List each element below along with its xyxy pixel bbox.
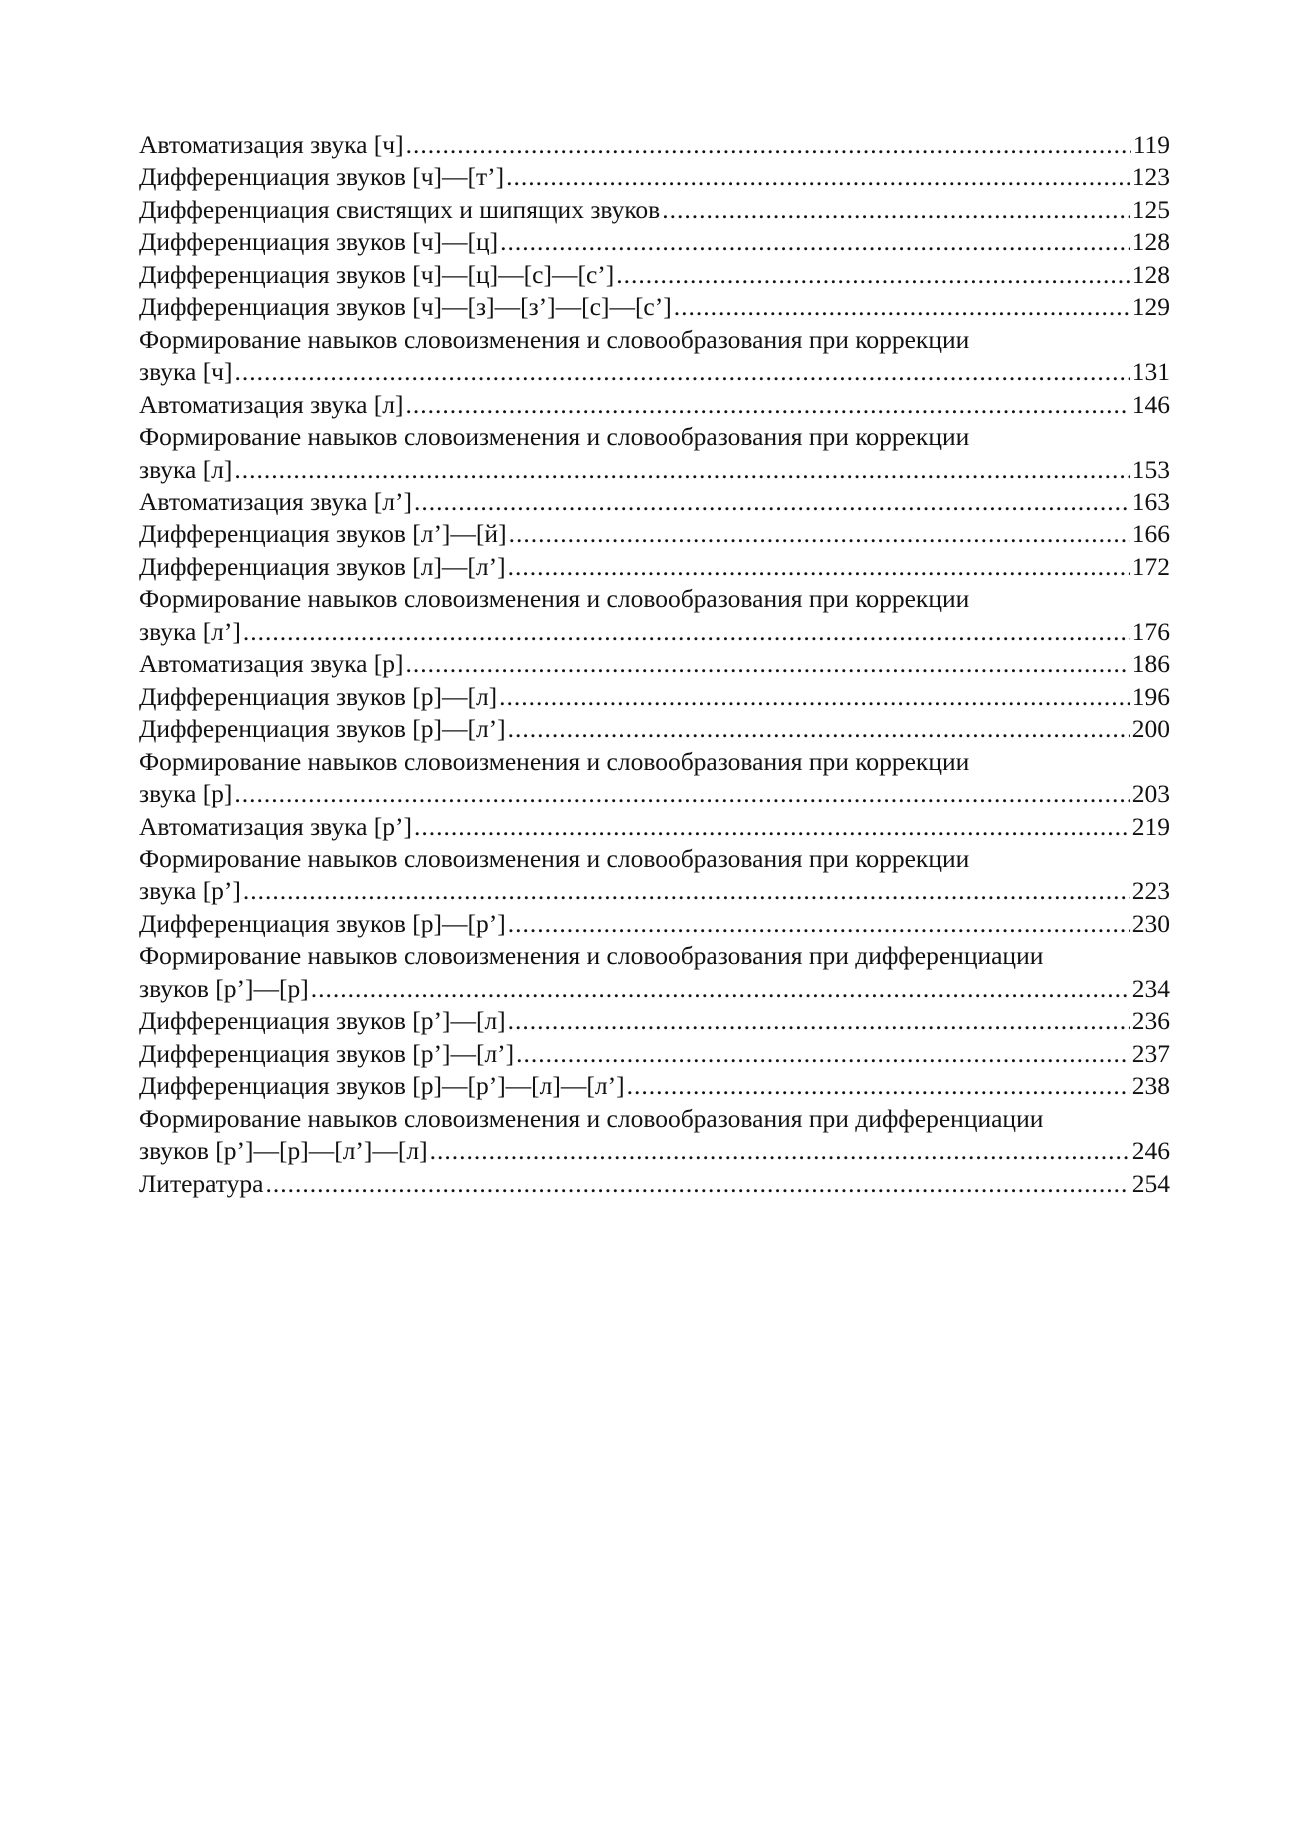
toc-entry-line [139, 259, 1170, 291]
dot-leader [414, 486, 1130, 518]
toc-entry-title-line: Формирование навыков словоизменения и словообразования при коррекции [139, 422, 970, 452]
toc-entry-title-line: Формирование навыков словоизменения и словообразования при дифференциации [139, 941, 1044, 971]
dot-leader [506, 161, 1130, 193]
toc-page-number: 131 [1131, 357, 1170, 387]
toc-entry-title: Дифференциация звуков [ч]—[ц] [139, 227, 499, 257]
toc-page-number: 196 [1131, 681, 1170, 711]
toc-entry-line [139, 616, 1170, 648]
toc-entry-line [139, 356, 1170, 388]
dot-leader [234, 454, 1129, 486]
toc-entry-line [139, 713, 1170, 745]
toc-page-number: 236 [1131, 1006, 1170, 1036]
toc-entry-title: Автоматизация звука [л] [139, 389, 404, 419]
dot-leader [406, 648, 1130, 680]
toc-entry-line [139, 1070, 1170, 1102]
toc-page-number: 125 [1131, 194, 1170, 224]
toc-entry-line [139, 454, 1170, 486]
toc-entry-title-line: Формирование навыков словоизменения и словообразования при коррекции [139, 324, 970, 354]
toc-entry-line [139, 291, 1170, 323]
toc-entry [139, 908, 1170, 940]
toc-entry [139, 551, 1170, 583]
dot-leader [674, 291, 1130, 323]
toc-page-number: 119 [1132, 130, 1170, 159]
dot-leader [616, 259, 1129, 291]
toc-entry-line [139, 129, 1170, 161]
toc-entry [139, 1103, 1170, 1168]
toc-entry [139, 713, 1170, 745]
toc-entry-title-line: Формирование навыков словоизменения и словообразования при дифференциации [139, 1103, 1044, 1133]
toc-entry-title: звука [л’] [139, 616, 241, 646]
toc-entry-line [139, 908, 1170, 940]
toc-page-number: 129 [1131, 292, 1170, 322]
dot-leader [406, 389, 1130, 421]
toc-page-number: 238 [1131, 1071, 1170, 1101]
dot-leader [243, 875, 1130, 907]
toc-page-number: 203 [1131, 779, 1170, 809]
toc-entry-line [139, 389, 1170, 421]
toc-entry-line [139, 226, 1170, 258]
toc-entry-title: Дифференциация звуков [р]—[л’] [139, 714, 506, 744]
toc-entry [139, 746, 1170, 811]
toc-entry [139, 291, 1170, 323]
toc-entry [139, 583, 1170, 648]
toc-entry-line [139, 486, 1170, 518]
toc-entry-title: Дифференциация звуков [р]—[р’]—[л]—[л’] [139, 1071, 625, 1101]
toc-entry [139, 1038, 1170, 1070]
toc-entry-title: Литература [139, 1168, 264, 1198]
table-of-contents [139, 129, 1170, 1200]
toc-entry-title: Дифференциация звуков [р]—[р’] [139, 908, 506, 938]
toc-entry-title-line: Формирование навыков словоизменения и словообразования при коррекции [139, 584, 970, 614]
toc-entry-title: звука [ч] [139, 357, 233, 387]
dot-leader [265, 1168, 1129, 1200]
toc-entry-line [139, 648, 1170, 680]
toc-entry-title: Дифференциация звуков [р’]—[л] [139, 1006, 506, 1036]
dot-leader [662, 194, 1130, 226]
dot-leader [499, 681, 1130, 713]
toc-page-number: 176 [1131, 616, 1170, 646]
toc-entry [139, 486, 1170, 518]
toc-entry-line [139, 1168, 1170, 1200]
dot-leader [235, 356, 1130, 388]
toc-page-number: 219 [1131, 811, 1170, 841]
dot-leader [508, 1005, 1130, 1037]
toc-entry-title: Автоматизация звука [р] [139, 649, 404, 679]
toc-entry-title: Дифференциация звуков [ч]—[ц]—[с]—[с’] [139, 259, 615, 289]
toc-page-number: 172 [1131, 551, 1170, 581]
dot-leader [500, 226, 1130, 258]
toc-entry [139, 194, 1170, 226]
toc-entry [139, 940, 1170, 1005]
toc-page-number: 123 [1131, 162, 1170, 192]
toc-entry [139, 648, 1170, 680]
dot-leader [508, 908, 1130, 940]
toc-entry-line [139, 875, 1170, 907]
dot-leader [508, 713, 1130, 745]
dot-leader [414, 811, 1130, 843]
toc-page-number: 230 [1131, 908, 1170, 938]
toc-entry-title: Дифференциация звуков [р]—[л] [139, 681, 498, 711]
dot-leader [234, 778, 1129, 810]
toc-entry [139, 811, 1170, 843]
toc-entry-title: Дифференциация звуков [ч]—[т’] [139, 162, 505, 192]
toc-entry-line [139, 681, 1170, 713]
toc-entry [139, 324, 1170, 389]
toc-page-number: 163 [1131, 486, 1170, 516]
toc-page-number: 246 [1131, 1136, 1170, 1166]
toc-entry-title: Дифференциация звуков [л’]—[й] [139, 519, 507, 549]
toc-entry [139, 1168, 1170, 1200]
toc-page-number: 234 [1131, 973, 1170, 1003]
toc-entry-line [139, 1135, 1170, 1167]
toc-entry [139, 1070, 1170, 1102]
toc-page-number: 237 [1131, 1038, 1170, 1068]
toc-entry-line [139, 1038, 1170, 1070]
toc-page-number: 153 [1131, 454, 1170, 484]
toc-page-number: 166 [1131, 519, 1170, 549]
toc-entry [139, 226, 1170, 258]
toc-entry-title: Дифференциация свистящих и шипящих звуков [139, 194, 661, 224]
toc-page-number: 128 [1131, 259, 1170, 289]
dot-leader [430, 1135, 1130, 1167]
toc-entry [139, 681, 1170, 713]
toc-entry [139, 421, 1170, 486]
toc-entry-line [139, 161, 1170, 193]
toc-entry-line [139, 778, 1170, 810]
toc-entry-title: звука [л] [139, 454, 233, 484]
dot-leader [516, 1038, 1130, 1070]
toc-entry [139, 518, 1170, 550]
toc-entry-line [139, 1005, 1170, 1037]
toc-entry [139, 259, 1170, 291]
toc-entry [139, 1005, 1170, 1037]
toc-entry-title: Дифференциация звуков [л]—[л’] [139, 551, 506, 581]
toc-entry-title: звука [р’] [139, 876, 241, 906]
toc-entry-line [139, 551, 1170, 583]
dot-leader [243, 616, 1130, 648]
toc-page-number: 128 [1131, 227, 1170, 257]
toc-entry-line [139, 194, 1170, 226]
toc-entry [139, 389, 1170, 421]
toc-entry [139, 129, 1170, 161]
toc-entry-line [139, 973, 1170, 1005]
toc-entry-title: звука [р] [139, 779, 233, 809]
toc-page-number: 200 [1131, 714, 1170, 744]
toc-entry-title-line: Формирование навыков словоизменения и словообразования при коррекции [139, 746, 970, 776]
toc-entry-title: Автоматизация звука [ч] [139, 130, 404, 159]
dot-leader [508, 551, 1130, 583]
toc-page-number: 186 [1131, 649, 1170, 679]
dot-leader [311, 973, 1130, 1005]
dot-leader [509, 518, 1130, 550]
toc-entry-title: Автоматизация звука [л’] [139, 486, 412, 516]
toc-entry [139, 843, 1170, 908]
dot-leader [406, 129, 1131, 161]
toc-entry-title: звуков [р’]—[р] [139, 973, 309, 1003]
toc-entry-title: Дифференциация звуков [р’]—[л’] [139, 1038, 515, 1068]
toc-page-number: 254 [1131, 1168, 1170, 1198]
toc-entry-line [139, 811, 1170, 843]
toc-entry-line [139, 518, 1170, 550]
toc-entry-title: Автоматизация звука [р’] [139, 811, 413, 841]
toc-entry [139, 161, 1170, 193]
toc-page-number: 146 [1131, 389, 1170, 419]
dot-leader [627, 1070, 1130, 1102]
toc-page-number: 223 [1131, 876, 1170, 906]
toc-entry-title: Дифференциация звуков [ч]—[з]—[з’]—[с]—[с’] [139, 292, 672, 322]
toc-entry-title: звуков [р’]—[р]—[л’]—[л] [139, 1136, 428, 1166]
toc-entry-title-line: Формирование навыков словоизменения и словообразования при коррекции [139, 843, 970, 873]
